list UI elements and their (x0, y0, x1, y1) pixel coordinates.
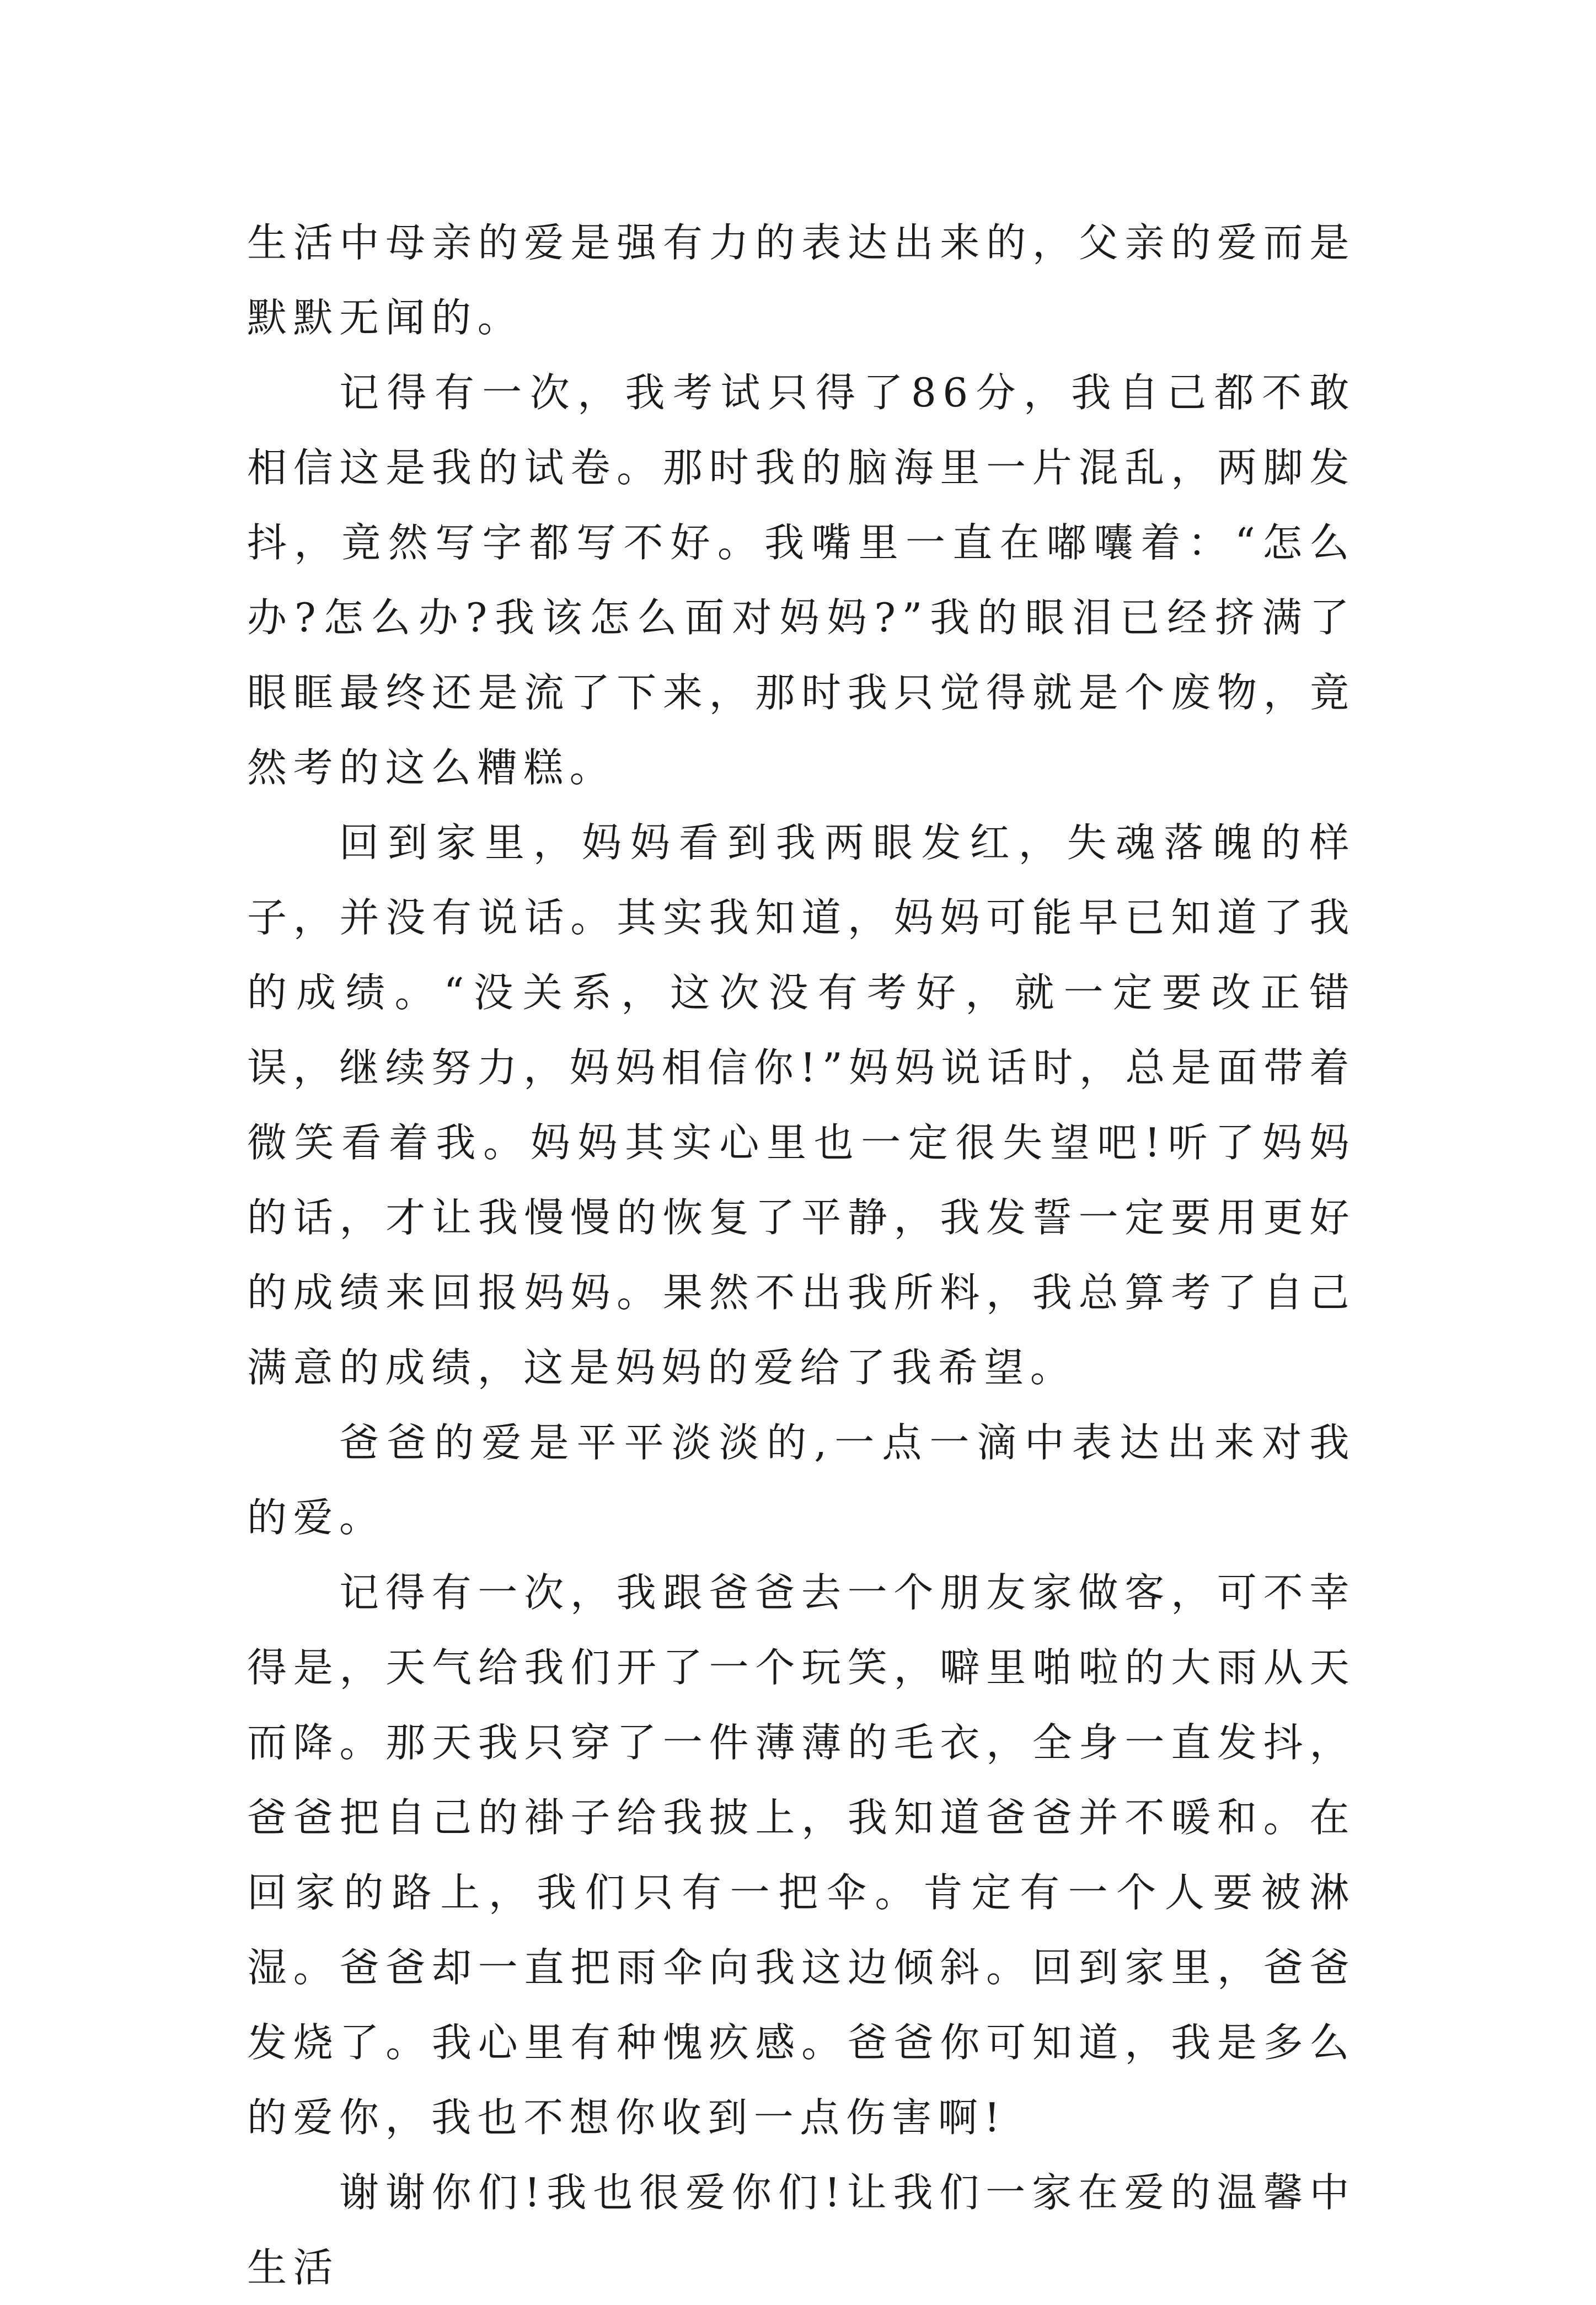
paragraph: 记得有一次，我跟爸爸去一个朋友家做客，可不幸得是，天气给我们开了一个玩笑，噼里啪啦的大雨从天而降。那天我只穿了一件薄薄的毛衣，全身一直发抖，爸爸把自己的褂子给我披上，我知道爸爸并不暖和。在回家的路上，我们只有一把伞。肯定有一个人要被淋湿。爸爸却一直把雨伞向我这边倾斜。回到家里，爸爸发烧了。我心里有种愧疚感。爸爸你可知道，我是多么的爱你，我也不想你收到一点伤害啊! (247, 1569, 1356, 2141)
paragraph: 记得有一次，我考试只得了86分，我自己都不敢相信这是我的试卷。那时我的脑海里一片混乱，两脚发抖，竟然写字都写不好。我嘴里一直在嘟囔着：“怎么办?怎么办?我该怎么面对妈妈?”我的眼泪已经挤满了眼眶最终还是流了下来，那时我只觉得就是个废物，竟然考的这么糟糕。 (247, 369, 1356, 791)
body-text (247, 205, 1356, 2305)
paragraph: 谢谢你们!我也很爱你们!让我们一家在爱的温馨中生活 (247, 2169, 1356, 2291)
paragraph: 生活中母亲的爱是强有力的表达出来的，父亲的爱而是默默无闻的。 (247, 219, 1356, 341)
paragraph: 回到家里，妈妈看到我两眼发红，失魂落魄的样子，并没有说话。其实我知道，妈妈可能早已知道了我的成绩。“没关系，这次没有考好，就一定要改正错误，继续努力，妈妈相信你!”妈妈说话时，总是面带着微笑看着我。妈妈其实心里也一定很失望吧!听了妈妈的话，才让我慢慢的恢复了平静，我发誓一定要用更好的成绩来回报妈妈。果然不出我所料，我总算考了自己满意的成绩，这是妈妈的爱给了我希望。 (247, 819, 1356, 1391)
paragraph: 爸爸的爱是平平淡淡的,一点一滴中表达出来对我的爱。 (247, 1419, 1356, 1541)
